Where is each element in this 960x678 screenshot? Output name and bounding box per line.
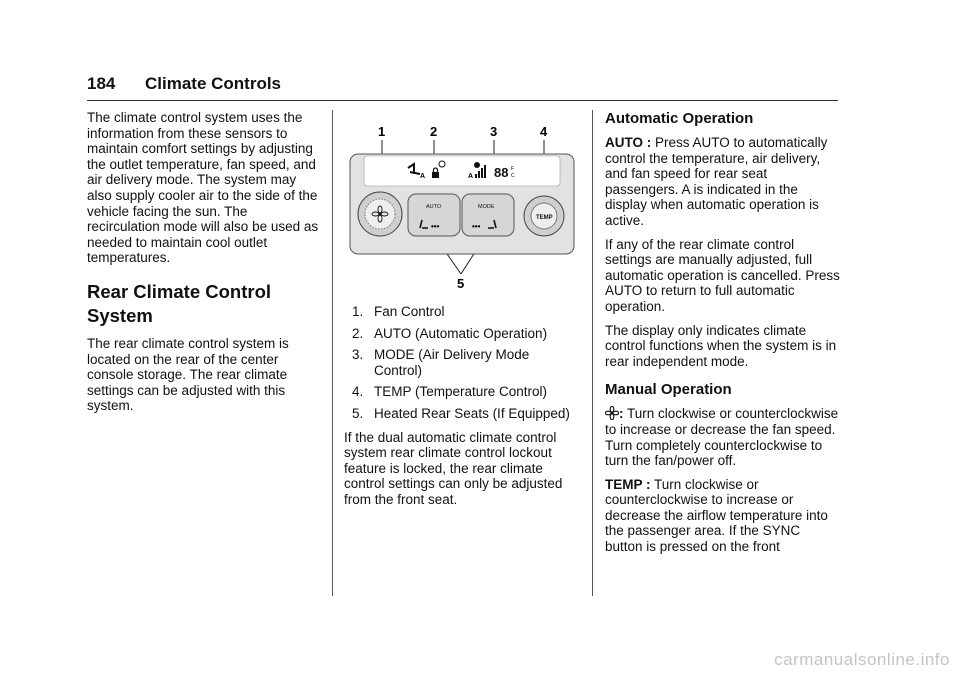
- list-item: 3. MODE (Air Delivery Mode Control): [352, 347, 530, 378]
- svg-text:F: F: [511, 166, 515, 172]
- auto-label: AUTO :: [605, 135, 652, 150]
- auto-paragraph-2: If any of the rear climate control settings are manually adjusted, full automatic operation is cancelled. Press AUTO to return to full automatic operation.: [605, 236, 840, 314]
- fan-label: :: [619, 406, 624, 422]
- list-item: 2. AUTO (Automatic Operation): [352, 325, 548, 341]
- automatic-operation-title: Automatic Operation: [605, 110, 754, 127]
- svg-text:A: A: [420, 173, 426, 180]
- svg-text:•••: •••: [431, 222, 440, 231]
- rear-climate-control-figure: [344, 110, 576, 290]
- callout-1: 1: [378, 124, 386, 139]
- auto-paragraph: AUTO : Press AUTO to automatically control the temperature, air delivery, and fan speed for rear seat passengers. A is indicated in the display when automatic operation is active.: [605, 135, 828, 228]
- mode-button[interactable]: [462, 194, 514, 236]
- page-header: [87, 72, 838, 101]
- list-item: 4. TEMP (Temperature Control): [352, 384, 548, 400]
- auto-button[interactable]: [408, 194, 460, 236]
- callout-5: 5: [457, 276, 465, 290]
- callout-4: 4: [540, 124, 548, 139]
- temp-label: TEMP :: [605, 476, 651, 492]
- display-area: [364, 156, 560, 186]
- mode-button-label: MODE: [478, 204, 495, 210]
- list-item: 1. Fan Control: [352, 304, 445, 319]
- temp-paragraph: TEMP : Turn clockwise or counterclockwise to increase or decrease the airflow temperature into the passenger area. If the SYNC button is pressed on the front: [605, 476, 828, 555]
- manual-operation-title: Manual Operation: [605, 381, 732, 399]
- display-digits-icon: [494, 165, 515, 180]
- figure-legend-list: [344, 304, 580, 422]
- auto-paragraph-3: The display only indicates climate control functions when the system is in rear independent mode.: [605, 322, 837, 369]
- column-divider: [332, 110, 333, 596]
- page-title: Climate Controls: [145, 74, 282, 93]
- svg-text:88: 88: [494, 165, 509, 180]
- section-paragraph: The rear climate control system is located on the rear of the center console storage. The rear climate settings can be adjusted with this system.: [87, 335, 289, 414]
- column-divider: [592, 110, 593, 596]
- lockout-paragraph: If the dual automatic climate control system rear climate control lockout feature is locked, the rear climate control settings can only be adjusted from the front seat.: [344, 429, 563, 507]
- intro-paragraph: The climate control system uses the information from these sensors to maintain comfort settings by adjusting the outlet temperature, fan speed, and air delivery mode. The system may also supply cooler air to the side of the vehicle facing the sun. The recirculation mode will also be used as needed to maintain cool outlet temperatures.: [87, 110, 319, 266]
- column-left: [87, 110, 323, 422]
- temp-knob-label: TEMP: [536, 215, 553, 221]
- auto-button-label: AUTO: [426, 204, 442, 210]
- section-title: Rear Climate Control System: [87, 280, 272, 326]
- callout-3: 3: [490, 124, 498, 139]
- list-item: 5. Heated Rear Seats (If Equipped): [352, 405, 570, 421]
- control-panel-illustration: [344, 110, 576, 290]
- svg-text:C: C: [511, 173, 515, 179]
- callout-2: 2: [430, 124, 438, 139]
- column-right: [605, 110, 841, 563]
- fan-icon: [605, 406, 619, 420]
- watermark: carmanualsonline.info: [774, 650, 950, 669]
- fan-paragraph: : Turn clockwise or counterclockwise to increase or decrease the fan speed. Turn completely counterclockwise to turn the fan/power off.: [605, 406, 839, 469]
- column-middle: [344, 110, 580, 516]
- page-number: 184: [87, 74, 116, 93]
- svg-text:•••: •••: [472, 222, 481, 231]
- svg-text:A: A: [468, 173, 474, 180]
